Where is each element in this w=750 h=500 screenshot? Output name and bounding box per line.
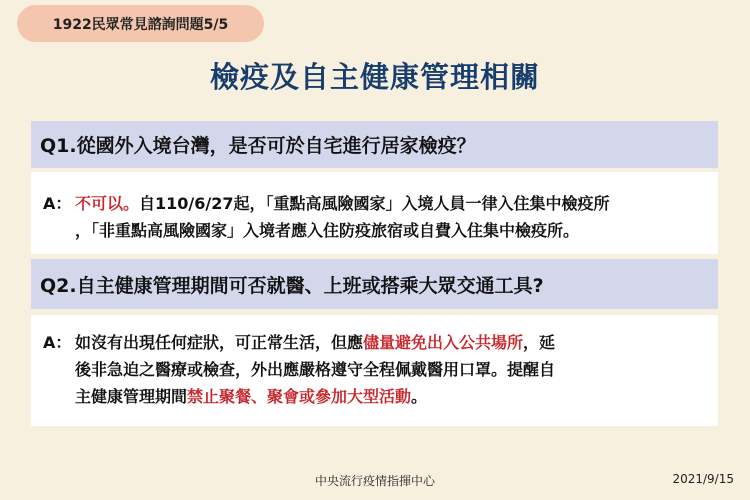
answer-2-text-line-2: 後非急迫之醫療或檢查，外出應嚴格遵守全程佩戴醫用口罩。提醒自 xyxy=(75,360,556,379)
answer-2-line-3 xyxy=(43,383,710,410)
answer-1-prefix: A： xyxy=(43,194,72,213)
answer-2-text-line-3 xyxy=(75,383,710,410)
answer-2-part-1: 如沒有出現任何症狀，可正常生活，但應 xyxy=(75,333,364,352)
question-1: Q1.從國外入境台灣，是否可於自宅進行居家檢疫？ xyxy=(31,121,718,168)
answer-1-text xyxy=(75,190,710,217)
series-badge: 1922民眾常見諮詢問題5/5 xyxy=(17,5,264,42)
answer-2-part-2: ，延 xyxy=(523,333,556,352)
answer-2-box xyxy=(31,315,718,426)
question-2: Q2.自主健康管理期間可否就醫、上班或搭乘大眾交通工具? xyxy=(31,259,718,309)
answer-1-line-2 xyxy=(43,217,710,244)
answer-2-highlight-1: 儘量避免出入公共場所 xyxy=(363,333,524,352)
answer-2-line-1 xyxy=(43,329,710,356)
answer-2-line-3-part-2: 。 xyxy=(411,387,428,406)
answer-1-box xyxy=(31,172,718,254)
answer-2-line-3-part-1: 主健康管理期間 xyxy=(75,387,188,406)
answer-2-prefix: A： xyxy=(43,333,72,352)
answer-2-highlight-2: 禁止聚餐、聚會或參加大型活動 xyxy=(187,387,412,406)
page-title: 檢疫及自主健康管理相關 xyxy=(209,60,540,94)
footer-organization: 中央流行疫情指揮中心 xyxy=(314,474,435,488)
footer-date: 2021/9/15 xyxy=(672,472,734,486)
answer-2-text xyxy=(75,329,710,356)
answer-2-line-2 xyxy=(43,356,710,383)
answer-1-highlight: 不可以。 xyxy=(75,194,140,213)
answer-1-line-1 xyxy=(43,190,710,217)
answer-1-text-line-2: ，「非重點高風險國家」入境者應入住防疫旅宿或自費入住集中檢疫所。 xyxy=(75,221,580,240)
answer-1-text-rest: 自110/6/27起，「重點高風險國家」入境人員一律入住集中檢疫所 xyxy=(139,194,610,213)
